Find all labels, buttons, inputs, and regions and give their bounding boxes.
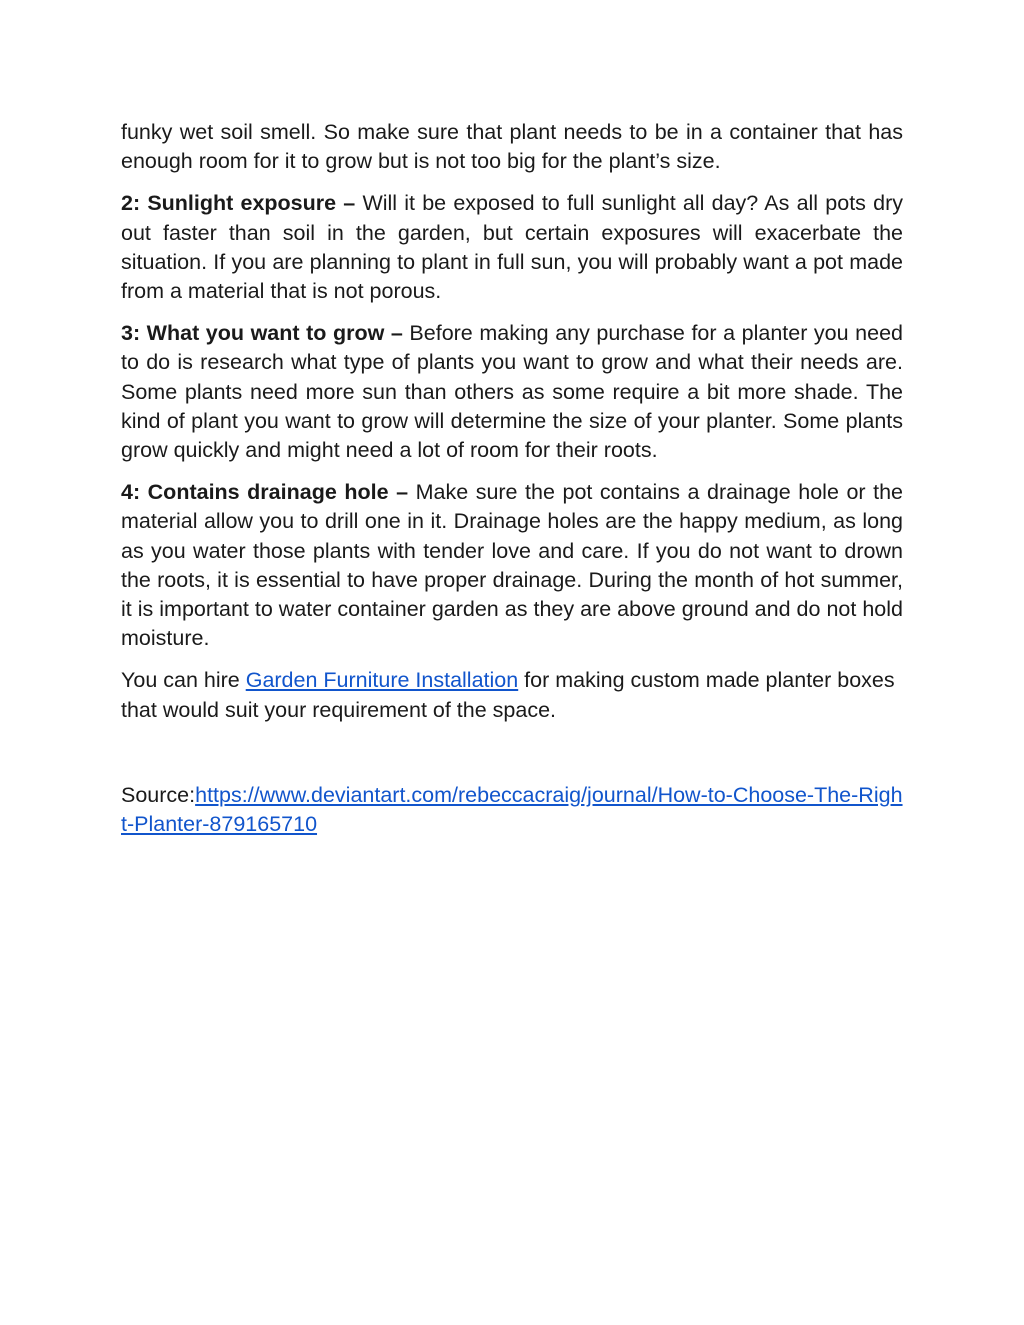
section-heading: 2: Sunlight exposure – [121, 191, 356, 216]
hire-text-before: You can hire [121, 668, 246, 693]
section-drainage-hole [121, 478, 903, 653]
section-what-to-grow [121, 319, 903, 465]
source-paragraph [121, 781, 903, 839]
garden-furniture-installation-link[interactable]: Garden Furniture Installation [245, 668, 519, 693]
section-body: Before making any purchase for a planter you need to do is research what type of plants you want to grow and what their needs are. Some plants need more sun than others as some require a bit more shade. The kind of plant you want to grow will determine the size of your planter. Some plants grow quickly and might need a lot of room for their roots. [121, 321, 903, 463]
hire-paragraph [121, 666, 903, 724]
intro-paragraph: funky wet soil smell. So make sure that plant needs to be in a container that has enough room for it to grow but is not too big for the plant’s size. [121, 120, 903, 174]
hire-text-after: for making custom made planter boxes that would suit your requirement of the space. [121, 668, 895, 722]
spacer [121, 738, 903, 781]
source-label: Source: [121, 782, 196, 807]
section-heading: 4: Contains drainage hole – [121, 480, 409, 505]
section-heading: 3: What you want to grow – [121, 321, 403, 346]
section-body: Will it be exposed to full sunlight all day? As all pots dry out faster than soil in the garden, but certain exposures will exacerbate the situation. If you are planning to plant in full sun, you will probably want a pot made from a material that is not porous. [121, 191, 903, 304]
source-link[interactable]: https://www.deviantart.com/rebeccacraig/journal/How-to-Choose-The-Right-Planter-879165710 [121, 782, 903, 837]
document-page [121, 118, 903, 852]
section-body: Make sure the pot contains a drainage hole or the material allow you to drill one in it. Drainage holes are the happy medium, as long as you water those plants with tender love and care. If you do not want to drown the roots, it is essential to have proper drainage. During the month of hot summer, it is important to water container garden as they are above ground and do not hold moisture. [121, 480, 904, 651]
section-sunlight-exposure [121, 189, 903, 306]
